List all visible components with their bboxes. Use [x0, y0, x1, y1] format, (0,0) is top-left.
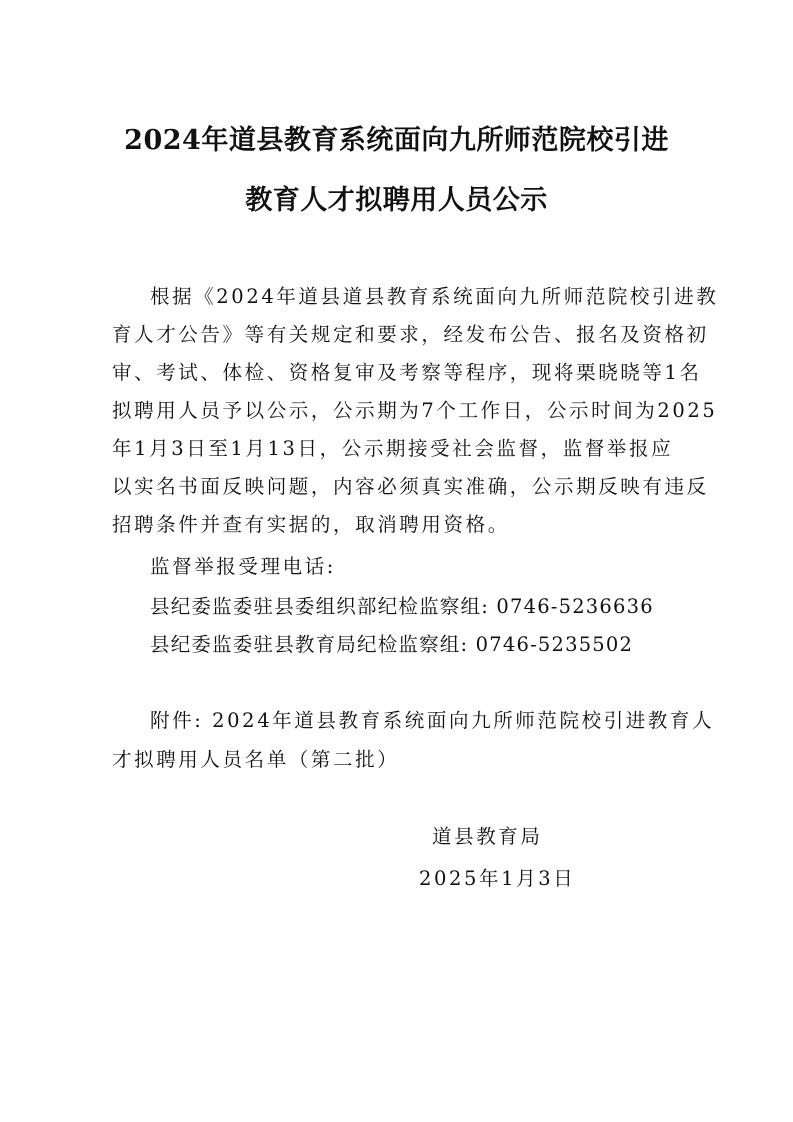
- signature-organization: 道县教育局: [432, 825, 543, 848]
- signature-date: 2025年1月3日: [419, 867, 576, 890]
- paragraph-line: 审、考试、体检、资格复审及考察等程序，现将栗晓晓等1名: [112, 361, 702, 384]
- paragraph-line: 年1月3日至1月13日，公示期接受社会监督，监督举报应: [112, 437, 674, 460]
- document-title-line-1: 2024年道县教育系统面向九所师范院校引进: [124, 125, 669, 156]
- hotline-organization-dept: 县纪委监委驻县委组织部纪检监察组: 0746-5236636: [150, 595, 654, 618]
- attachment-line: 才拟聘用人员名单（第二批）: [112, 748, 400, 771]
- paragraph-line: 根据《2024年道县道县教育系统面向九所师范院校引进教: [150, 285, 719, 308]
- hotline-label: 监督举报受理电话:: [150, 555, 336, 578]
- paragraph-line: 育人才公告》等有关规定和要求，经发布公告、报名及资格初: [112, 323, 709, 346]
- paragraph-line: 拟聘用人员予以公示，公示期为7个工作日，公示时间为2025: [112, 399, 718, 422]
- document-title-line-2: 教育人才拟聘用人员公示: [245, 185, 548, 216]
- paragraph-line: 招聘条件并查有实据的，取消聘用资格。: [112, 513, 510, 536]
- paragraph-line: 以实名书面反映问题，内容必须真实准确，公示期反映有违反: [112, 475, 709, 498]
- attachment-line: 附件: 2024年道县教育系统面向九所师范院校引进教育人: [150, 709, 715, 732]
- hotline-education-bureau: 县纪委监委驻县教育局纪检监察组: 0746-5235502: [150, 633, 634, 656]
